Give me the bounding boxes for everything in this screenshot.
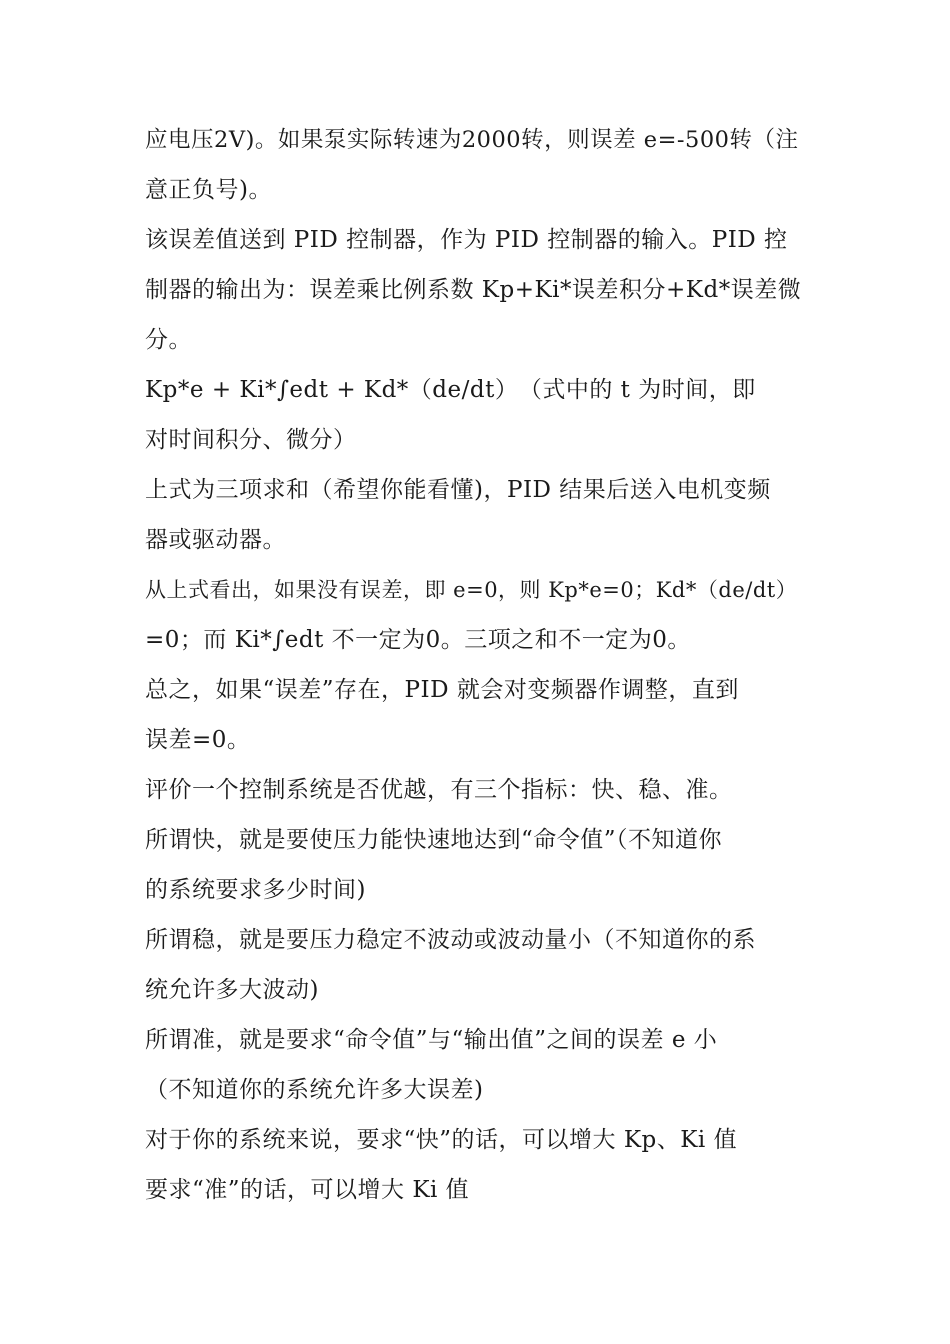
text-line: 总之，如果“误差”存在，PID 就会对变频器作调整，直到 <box>145 677 739 703</box>
text-line: 分。 <box>145 327 192 353</box>
text-line: 的系统要求多少时间) <box>145 877 366 903</box>
text-line: （不知道你的系统允许多大误差) <box>145 1077 484 1103</box>
text-line: 上式为三项求和（希望你能看懂)，PID 结果后送入电机变频 <box>145 477 771 503</box>
text-line: 制器的输出为：误差乘比例系数 Kp+Ki*误差积分+Kd*误差微 <box>145 277 802 303</box>
text-line: 该误差值送到 PID 控制器，作为 PID 控制器的输入。PID 控 <box>145 227 788 253</box>
text-line: 评价一个控制系统是否优越，有三个指标：快、稳、准。 <box>145 777 733 803</box>
text-line: 所谓稳，就是要压力稳定不波动或波动量小（不知道你的系 <box>145 927 756 953</box>
formula-line: Kp*e + Ki*∫edt + Kd*（de/dt） （式中的 t 为时间，即 <box>145 377 756 403</box>
text-line: 要求“准”的话，可以增大 Ki 值 <box>145 1177 470 1203</box>
text-line: =0；而 Ki*∫edt 不一定为0。三项之和不一定为0。 <box>145 627 691 653</box>
text-line: 对时间积分、微分） <box>145 427 357 453</box>
text-line: 器或驱动器。 <box>145 527 286 553</box>
text-line: 意正负号)。 <box>145 177 272 203</box>
text-line: 从上式看出，如果没有误差，即 e=0，则 Kp*e=0；Kd*（de/dt） <box>145 578 798 602</box>
text-line: 所谓准，就是要求“命令值”与“输出值”之间的误差 e 小 <box>145 1027 718 1053</box>
text-line: 所谓快，就是要使压力能快速地达到“命令值”（不知道你 <box>145 827 723 853</box>
text-line: 统允许多大波动) <box>145 977 319 1003</box>
document-body <box>145 115 810 1215</box>
text-line: 对于你的系统来说，要求“快”的话，可以增大 Kp、Ki 值 <box>145 1127 738 1153</box>
text-line: 误差=0。 <box>145 727 251 753</box>
text-line: 应电压2V)。如果泵实际转速为2000转，则误差 e=-500转（注 <box>145 127 799 153</box>
